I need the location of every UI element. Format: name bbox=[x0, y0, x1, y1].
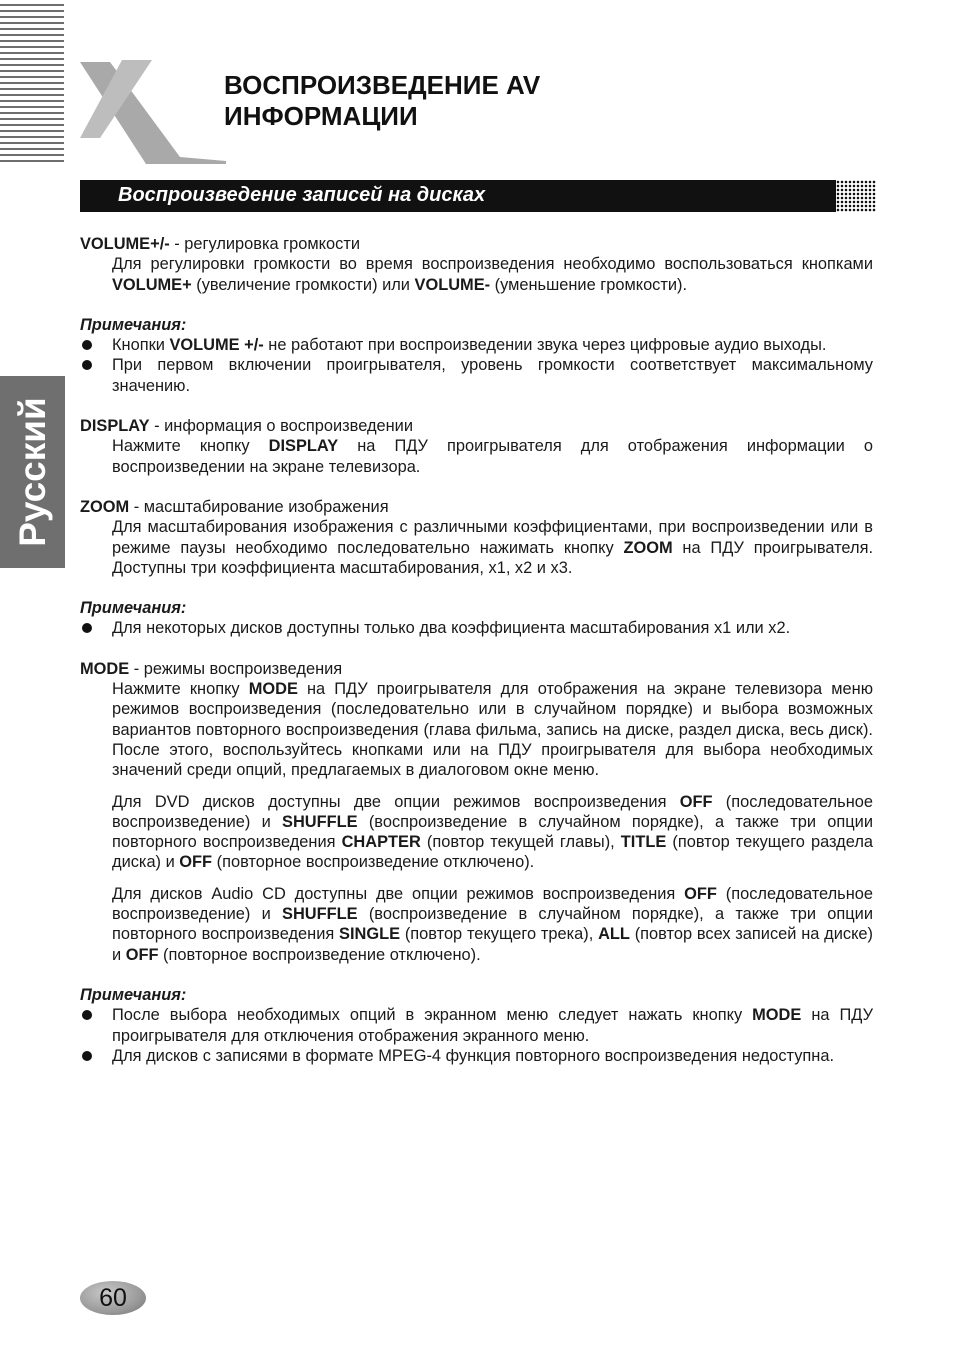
text-run: (увеличение громкости) или bbox=[191, 275, 415, 294]
text-run: (повтор всех записей на диске) и bbox=[112, 925, 873, 964]
language-tab bbox=[0, 376, 65, 568]
mode-paragraph-3 bbox=[80, 884, 873, 965]
text-run: Для DVD дисков доступны две опции режимов воспроизведения bbox=[112, 792, 680, 811]
page-title bbox=[224, 70, 540, 132]
page-title-line1: ВОСПРОИЗВЕДЕНИЕ AV bbox=[224, 70, 541, 100]
keyword: VOLUME- bbox=[414, 275, 491, 294]
keyword: MODE bbox=[248, 680, 298, 699]
zoom-heading bbox=[80, 497, 873, 517]
text-run: на ПДУ проигрывателя для отображения на экране телевизора меню режимов воспроизведения (последовательно или в случайном порядке) и выбора возможных вариантов повторного воспроизведения (глава фильма, запись на диске, раздел диска, весь диск). После этого, воспользуйтесь кнопками или на ПДУ проигрывателя для выбора необходимых значений среди опций, предлагаемых в диалоговом окне меню. bbox=[112, 680, 873, 780]
text-run: (воспроизведение в случайном порядке), а также три опции повторного воспроизведения bbox=[112, 905, 873, 944]
text-run: (повторное воспроизведение отключено). bbox=[158, 945, 481, 964]
notes-list bbox=[80, 1005, 873, 1066]
keyword: VOLUME+ bbox=[112, 275, 192, 294]
list-item: Для дисков с записями в формате MPEG-4 функция повторного воспроизведения недоступна. bbox=[80, 1046, 873, 1066]
text-run: Кнопки bbox=[112, 336, 170, 355]
keyword: SINGLE bbox=[339, 925, 401, 944]
notes-heading: Примечания: bbox=[80, 985, 187, 1004]
display-paragraph bbox=[80, 436, 873, 477]
list-item bbox=[80, 335, 873, 355]
content bbox=[80, 234, 873, 1066]
keyword: CHAPTER bbox=[341, 833, 421, 852]
display-key: DISPLAY bbox=[80, 417, 150, 436]
keyword: SHUFFLE bbox=[282, 905, 358, 924]
text-run: (уменьшение громкости). bbox=[490, 275, 688, 294]
list-item: Для некоторых дисков доступны только два коэффициента масштабирования x1 или x2. bbox=[80, 618, 873, 638]
mode-paragraph-1 bbox=[80, 679, 873, 780]
mode-heading bbox=[80, 659, 873, 679]
zoom-desc: - масштабирование изображения bbox=[129, 497, 389, 516]
volume-key: VOLUME+/- bbox=[80, 235, 170, 253]
text-run: (повтор текущей главы), bbox=[420, 833, 621, 852]
text-run: на ПДУ проигрывателя для отображения информации о воспроизведении на экране телевизора. bbox=[112, 437, 874, 476]
list-item bbox=[80, 1005, 873, 1046]
zoom-paragraph bbox=[80, 517, 873, 578]
text-run: После выбора необходимых опций в экранном меню следует нажать кнопку bbox=[112, 1006, 753, 1025]
keyword: ALL bbox=[598, 925, 630, 944]
text-run: Нажмите кнопку bbox=[112, 680, 249, 699]
keyword: TITLE bbox=[620, 833, 667, 852]
text-run: (воспроизведение в случайном порядке), а также три опции повторного воспроизведения bbox=[112, 812, 873, 852]
list-item: При первом включении проигрывателя, уровень громкости соответствует максимальному значению. bbox=[80, 355, 873, 396]
display-desc: - информация о воспроизведении bbox=[149, 417, 413, 436]
language-tab-label: Русский bbox=[11, 397, 53, 547]
notes-list bbox=[80, 335, 873, 396]
keyword: ZOOM bbox=[623, 538, 673, 557]
mode-key: MODE bbox=[80, 659, 130, 678]
zoom-key: ZOOM bbox=[80, 497, 130, 516]
text-run: на ПДУ проигрывателя. Доступны три коэффициента масштабирования, x1, x2 и x3. bbox=[112, 538, 873, 577]
display-heading bbox=[80, 416, 873, 436]
text-run: (последовательное воспроизведение) и bbox=[112, 884, 873, 924]
volume-desc: - регулировка громкости bbox=[169, 235, 360, 253]
text-run: (последовательное воспроизведение) и bbox=[112, 792, 873, 831]
keyword: MODE bbox=[752, 1006, 802, 1025]
keyword: OFF bbox=[125, 945, 159, 964]
x-logo-icon bbox=[76, 60, 228, 164]
text-run: (повтор текущего трека), bbox=[400, 925, 599, 944]
text-run: на ПДУ проигрывателя для отключения отображения экранного меню. bbox=[112, 1006, 873, 1045]
text-run: Для дисков Audio CD доступны две опции режимов воспроизведения bbox=[112, 884, 685, 903]
volume-paragraph bbox=[80, 254, 873, 295]
text-run: не работают при воспроизведении звука через цифровые аудио выходы. bbox=[263, 336, 827, 355]
section-header-bar bbox=[80, 180, 876, 212]
keyword: DISPLAY bbox=[268, 437, 339, 456]
page-number: 60 bbox=[80, 1281, 146, 1315]
text-run: Нажмите кнопку bbox=[112, 437, 269, 456]
keyword: OFF bbox=[679, 792, 713, 811]
keyword: VOLUME +/- bbox=[169, 336, 264, 355]
page-title-line2: ИНФОРМАЦИИ bbox=[224, 101, 418, 131]
halftone-decoration bbox=[836, 180, 876, 212]
mode-desc: - режимы воспроизведения bbox=[129, 659, 343, 678]
volume-heading bbox=[80, 234, 873, 254]
notes-heading: Примечания: bbox=[80, 315, 187, 334]
text-run: (повторное воспроизведение отключено). bbox=[212, 853, 535, 872]
text-run: Для регулировки громкости во время воспроизведения необходимо воспользоваться кнопками bbox=[112, 255, 873, 274]
notes-list bbox=[80, 618, 873, 638]
notes-heading: Примечания: bbox=[80, 599, 187, 618]
mode-paragraph-2 bbox=[80, 792, 873, 873]
decorative-stripes bbox=[0, 4, 64, 162]
text-run: (повтор текущего раздела диска) и bbox=[112, 833, 874, 872]
text-run: Для масштабирования изображения с различными коэффициентами, при воспроизведении или в режиме паузы необходимо последовательно нажимать кнопку bbox=[112, 518, 873, 557]
keyword: OFF bbox=[179, 853, 213, 872]
keyword: SHUFFLE bbox=[282, 812, 358, 831]
keyword: OFF bbox=[684, 884, 717, 903]
section-title: Воспроизведение записей на дисках bbox=[118, 184, 486, 206]
